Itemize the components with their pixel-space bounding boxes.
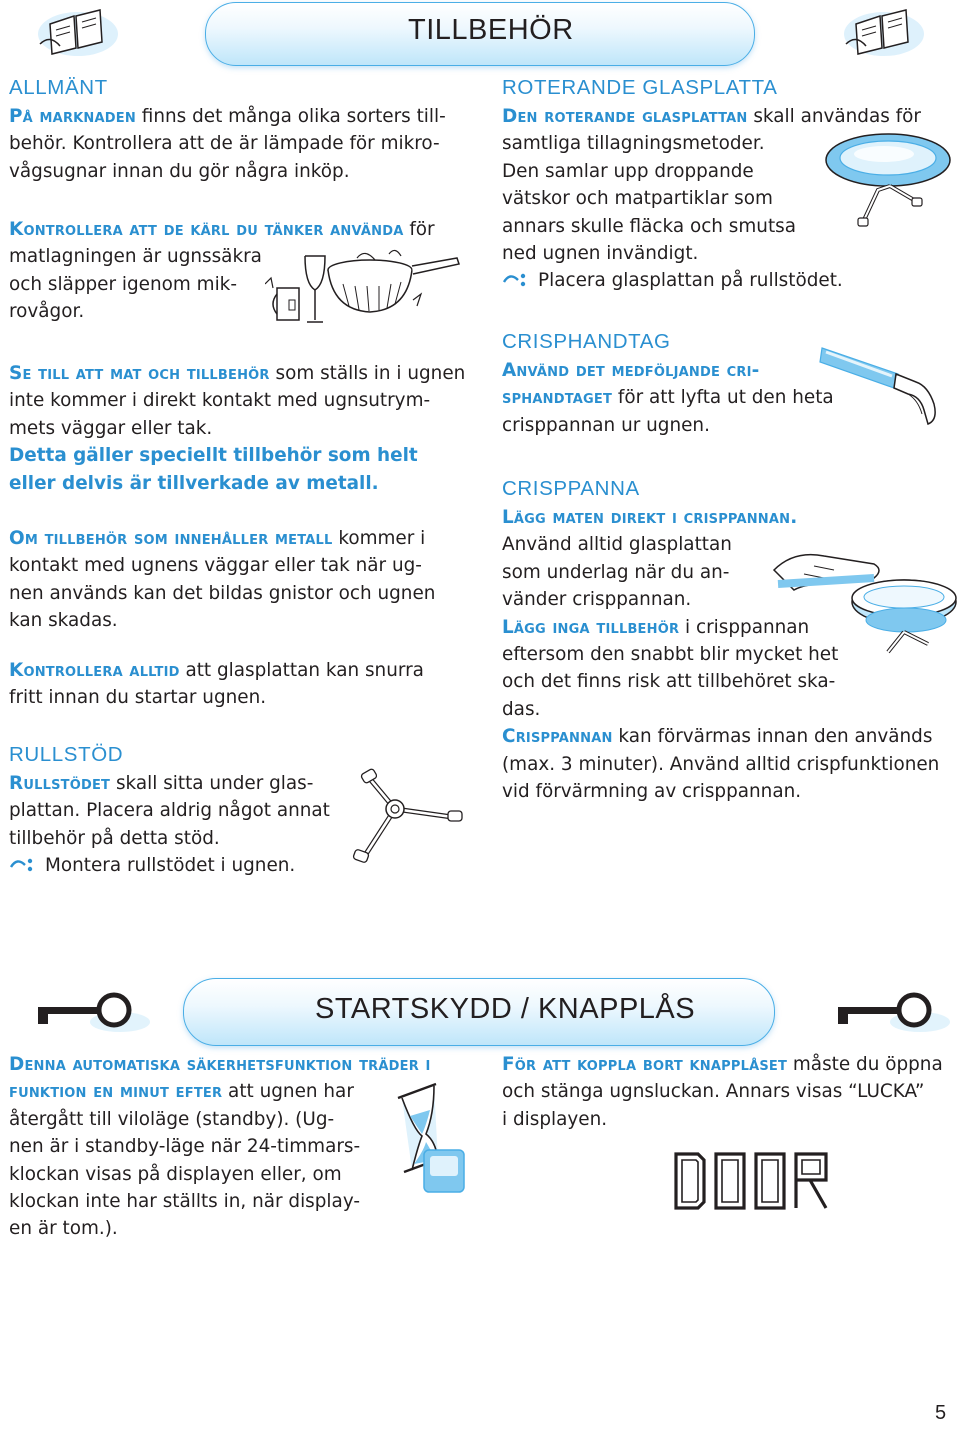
paragraph-market: På marknaden finns det många olika sorters till- behör. Kontrollera att de är lämpade för mikro- vågsugnar innan du gör några inköp. <box>9 106 446 182</box>
hand-arrow-icon <box>502 270 528 288</box>
heading-crisppanna: CRISPPANNA <box>502 477 640 500</box>
heading-glasplatta: ROTERANDE GLASPLATTA <box>502 76 778 99</box>
key-icon <box>834 990 950 1034</box>
display-readout <box>672 1150 832 1212</box>
heading-rullstod: RULLSTÖD <box>9 743 124 766</box>
paragraph-crisppanna: Lägg maten direkt i crisppannan. Använd alltid glasplattan som underlag när du an- vänder crisppannan. Lägg inga tillbehör i crisppannan eftersom den snabbt blir mycket het och det finns risk att tillbehöret ska- das. Crisppannan kan förvärmas innan den används (max. 3 minuter). Använd alltid crispfunktionen vid förvärmning av crisppannan. <box>502 507 940 803</box>
hand-arrow-icon <box>9 855 35 873</box>
heading-crisphandtag: CRISPHANDTAG <box>502 330 671 353</box>
roller-support-illustration <box>340 765 470 870</box>
glass-turntable-illustration <box>812 120 960 235</box>
paragraph-rullstod: Rullstödet skall sitta under glas- plattan. Placera aldrig något annat tillbehör på detta stöd. Montera rullstödet i ugnen. <box>9 773 330 877</box>
book-icon <box>836 4 926 62</box>
section-title-startskydd: STARTSKYDD / KNAPPLÅS <box>315 993 696 1025</box>
paragraph-glasplatta: Den roterande glasplattan skall användas för samtliga tillagningsmetoder. Den samlar upp droppande vätskor och matpartiklar som annars skulle fläcka och smutsa ned ugnen invändigt. Placera glasplattan på rullstödet. <box>502 106 921 292</box>
paragraph-crisphandtag: Använd det medföljande cri- sphandtaget för att lyfta ut den heta crisppannan ur ugnen. <box>502 360 834 436</box>
paragraph-containers: Kontrollera att de kärl du tänker använda för matlagningen är ugnssäkra och släpper igenom mik- rovågor. <box>9 219 435 323</box>
paragraph-startskydd-right: För att koppla bort knapplåset måste du öppna och stänga ugnsluckan. Annars visas “LUCKA” i displayen. <box>502 1054 943 1130</box>
paragraph-check-turntable: Kontrollera alltid att glasplattan kan snurra fritt innan du startar ugnen. <box>9 660 424 709</box>
cookware-illustration <box>265 244 465 334</box>
crisp-pan-illustration <box>764 520 960 660</box>
key-icon <box>34 990 150 1034</box>
hourglass-icon <box>378 1080 478 1200</box>
paragraph-metal: Om tillbehör som innehåller metall kommer i kontakt med ugnens väggar eller tak när ug- nen används kan det bildas gnistor och ugnen kan skadas. <box>9 528 436 632</box>
heading-allmant: ALLMÄNT <box>9 76 108 99</box>
paragraph-startskydd-left: Denna automatiska säkerhetsfunktion träder i funktion en minut efter att ugnen har återgått till viloläge (standby). (Ug- nen är i standby-läge när 24-timmars- klockan visas på displayen eller, om klockan inte har ställts in, när display- en är tom.). <box>9 1054 431 1240</box>
book-icon <box>30 4 120 62</box>
paragraph-food-contact: Se till att mat och tillbehör som ställs in i ugnen inte kommer i direkt kontakt med ugnsutrym- mets väggar eller tak. Detta gäller speciellt tillbehör som helt eller delvis är tillverkade av metall. <box>9 363 466 494</box>
crisp-handle-illustration <box>818 330 960 430</box>
page-title: TILLBEHÖR <box>408 14 574 46</box>
page-number: 5 <box>935 1402 947 1424</box>
segment-display-door <box>672 1150 832 1212</box>
